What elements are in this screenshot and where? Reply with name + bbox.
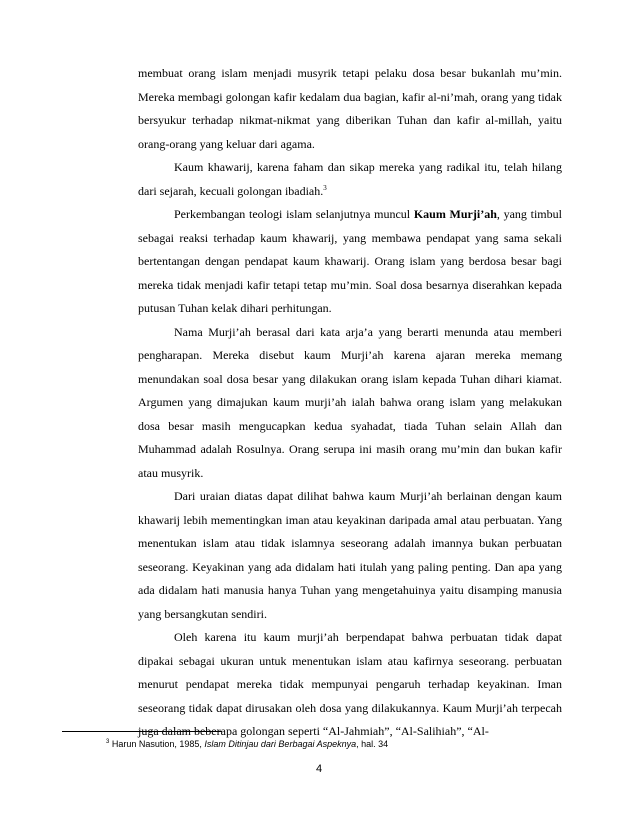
paragraph-3-bold-term: Kaum Murji’ah bbox=[413, 207, 497, 221]
footnote bbox=[106, 739, 388, 749]
page-number: 4 bbox=[315, 763, 323, 775]
paragraph-3-text-after: , yang timbul sebagai reaksi terhadap kaum khawarij, yang membawa pendapat yang sama sekali bertentangan dengan pendapat kaum khawarij. Orang islam yang berdosa besar bagi mereka tidak menjadi kafir tetapi tetap mu’min. Soal dosa besarnya diserahkan kepada putusan Tuhan kelak dihari perhitungan. bbox=[138, 207, 562, 315]
footnote-separator bbox=[62, 731, 222, 732]
paragraph-6: Oleh karena itu kaum murji’ah berpendapat bahwa perbuatan tidak dapat dipakai sebagai ukuran untuk menentukan islam atau kafirnya seseorang. perbuatan menurut pendapat mereka tidak mempunyai pengaruh terhadap keyakinan. Iman seseorang tidak dapat dirusakan oleh dosa yang dilakukannya. Kaum Murji’ah terpecah juga dalam beberapa golongan seperti “Al-Jahmiah”, “Al-Salihiah”, “Al- bbox=[138, 630, 562, 738]
paragraph-5: Dari uraian diatas dapat dilihat bahwa kaum Murji’ah berlainan dengan kaum khawarij lebih mementingkan iman atau keyakinan daripada amal atau perbuatan. Yang menentukan islam atau tidak islamnya seseorang adalah imannya bukan perbuatan seseorang. Keyakinan yang ada didalam hati itulah yang paling penting. Dan apa yang ada didalam hati manusia hanya Tuhan yang mengetahuinya yaitu disamping manusia yang bersangkutan sendiri. bbox=[138, 489, 562, 621]
paragraph-2-text: Kaum khawarij, karena faham dan sikap mereka yang radikal itu, telah hilang dari sejarah, kecuali golongan ibadiah. bbox=[138, 160, 562, 198]
footnote-title: Islam Ditinjau dari Berbagai Aspeknya bbox=[204, 739, 357, 749]
paragraph-3-text-before: Perkembangan teologi islam selanjutnya muncul bbox=[174, 207, 414, 221]
footnote-text: Harun Nasution, 1985, bbox=[109, 739, 205, 749]
body-text bbox=[138, 62, 562, 744]
paragraph-4: Nama Murji’ah berasal dari kata arja’a yang berarti menunda atau memberi pengharapan. Mereka disebut kaum Murji’ah karena ajaran mereka memang menundakan soal dosa besar yang dilakukan orang islam kepada Tuhan dihari kiamat. Argumen yang dimajukan kaum murji’ah ialah bahwa orang islam yang melakukan dosa besar masih mengucapkan kedua syahadat, tiada Tuhan selain Allah dan Muhammad adalah Rosulnya. Orang serupa ini masih orang mu’min dan bukan kafir atau musyrik. bbox=[138, 324, 562, 480]
footnote-number: 3 bbox=[106, 739, 110, 745]
footnote-reference: 3 bbox=[323, 183, 327, 192]
paragraph-2 bbox=[138, 156, 562, 203]
paragraph-1: membuat orang islam menjadi musyrik tetapi pelaku dosa besar bukanlah mu’min. Mereka membagi golongan kafir kedalam dua bagian, kafir al-ni’mah, orang yang tidak bersyukur terhadap nikmat-nikmat yang diberikan Tuhan dan kafir al-millah, yaitu orang-orang yang keluar dari agama. bbox=[138, 66, 562, 151]
paragraph-3 bbox=[138, 203, 562, 321]
footnote-page: , hal. 34 bbox=[356, 739, 389, 749]
